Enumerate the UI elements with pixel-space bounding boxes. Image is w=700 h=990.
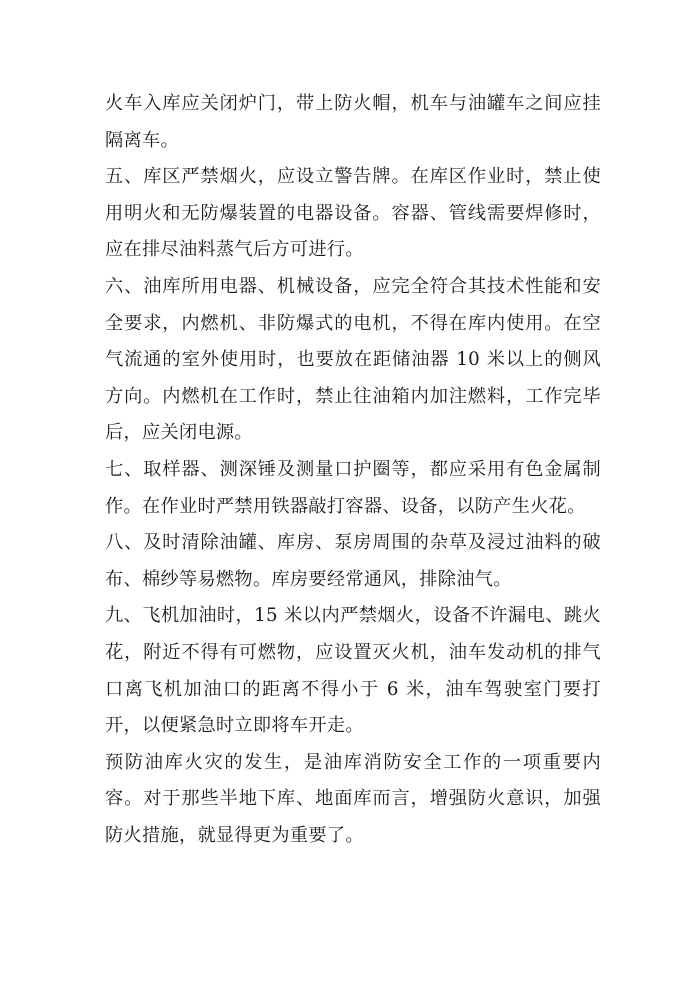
body-text bbox=[105, 86, 601, 854]
paragraph-conclusion: 预防油库火灾的发生，是油库消防安全工作的一项重要内容。对于那些半地下库、地面库而言，增强防火意识，加强防火措施，就显得更为重要了。 bbox=[105, 751, 601, 846]
paragraph-continuation-train: 火车入库应关闭炉门，带上防火帽，机车与油罐车之间应挂隔离车。 bbox=[105, 93, 601, 151]
paragraph-item-8: 八、及时清除油罐、库房、泵房周围的杂草及浸过油料的破布、棉纱等易燃物。库房要经常通风，排除油气。 bbox=[105, 532, 601, 590]
paragraph-item-7: 七、取样器、测深锤及测量口护圈等，都应采用有色金属制作。在作业时严禁用铁器敲打容器、设备，以防产生火花。 bbox=[105, 458, 601, 517]
paragraph-item-9: 九、飞机加油时，15 米以内严禁烟火，设备不许漏电、跳火花，附近不得有可燃物，应设置灭火机，油车发动机的排气口离飞机加油口的距离不得小于 6 米，油车驾驶室门要打开，以便紧急时立即将车开走。 bbox=[105, 605, 601, 737]
paragraph-item-5: 五、库区严禁烟火，应设立警告牌。在库区作业时，禁止使用明火和无防爆装置的电器设备。容器、管线需要焊修时，应在排尽油料蒸气后方可进行。 bbox=[105, 166, 601, 261]
paragraph-item-6: 六、油库所用电器、机械设备，应完全符合其技术性能和安全要求，内燃机、非防爆式的电机，不得在库内使用。在空气流通的室外使用时，也要放在距储油器 10 米以上的侧风方向。内燃机在工作时，禁止往油箱内加注燃料，工作完毕后，应关闭电源。 bbox=[105, 275, 601, 444]
